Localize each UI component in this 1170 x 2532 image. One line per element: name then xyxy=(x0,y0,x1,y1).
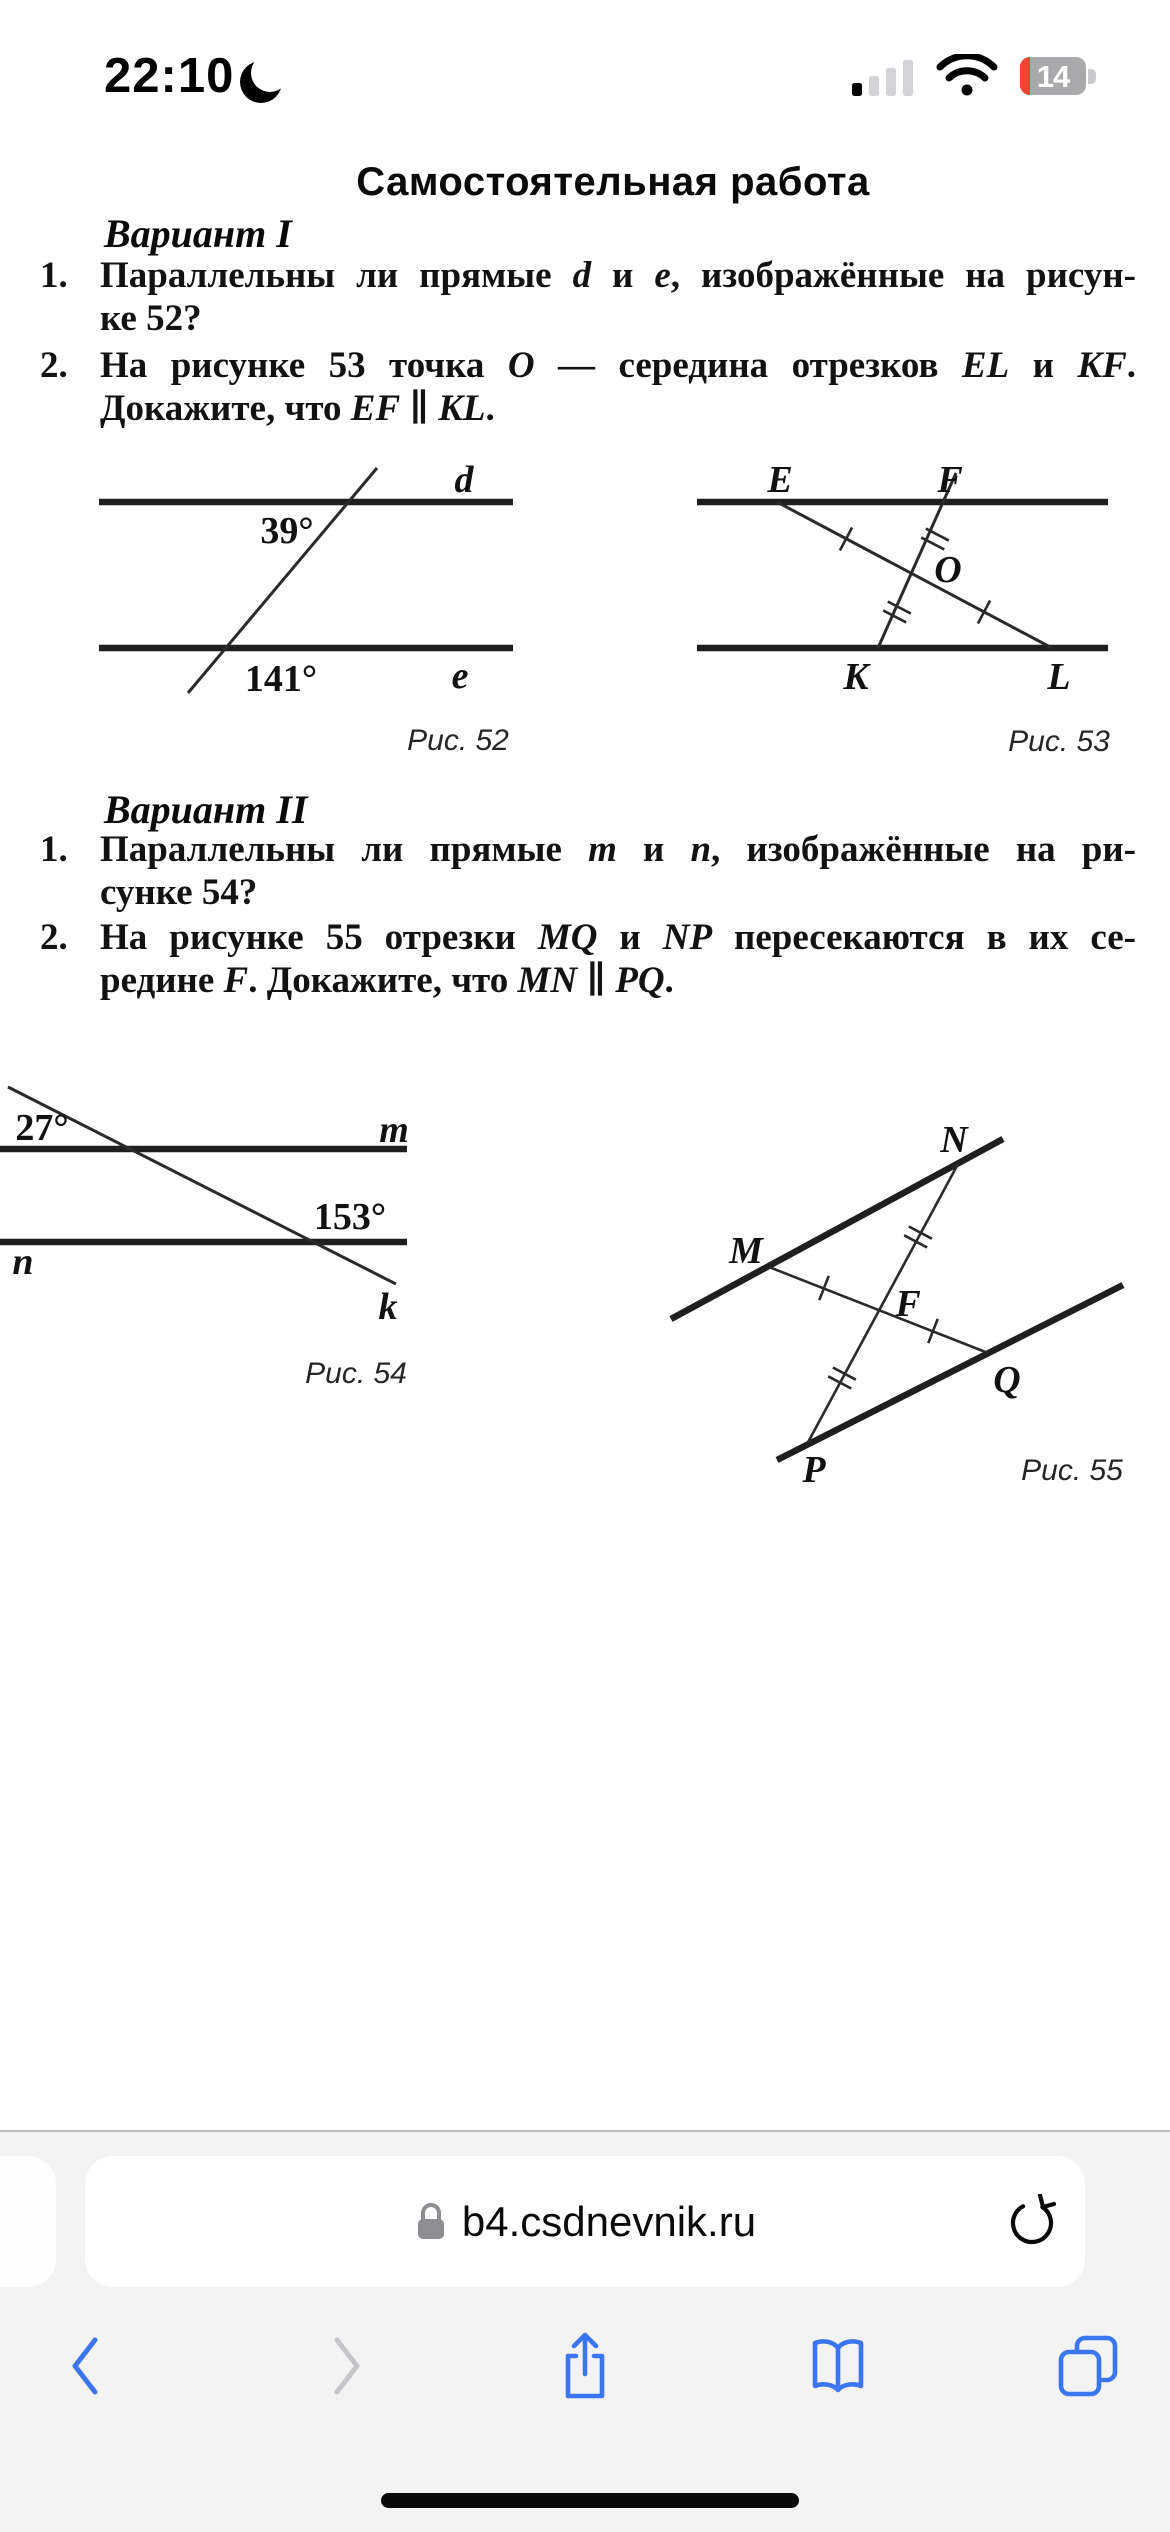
fig53-point-F: F xyxy=(937,459,963,501)
fig53-point-E: E xyxy=(767,459,793,501)
fig55-point-M: M xyxy=(729,1230,763,1272)
forward-icon[interactable] xyxy=(307,2328,383,2404)
figure-53 xyxy=(650,450,1170,770)
item-number: 2. xyxy=(40,917,68,958)
battery-nub xyxy=(1088,69,1096,84)
fig54-line-n-label: n xyxy=(12,1241,34,1283)
fig54-angle-27: 27° xyxy=(15,1107,69,1149)
page-title: Самостоятельная работа xyxy=(356,160,870,204)
back-icon[interactable] xyxy=(49,2328,125,2404)
fig54-line-k-label: k xyxy=(378,1286,398,1328)
item-line: Параллельны ли прямые m и n, изображённые на ри- xyxy=(100,829,1136,870)
fig52-line-d-label: d xyxy=(454,459,474,501)
fig53-point-O: O xyxy=(934,549,962,591)
url-text: b4.csdnevnik.ru xyxy=(461,2197,757,2245)
variant2-heading: Вариант II xyxy=(104,787,308,832)
bookmarks-icon[interactable] xyxy=(800,2328,876,2404)
fig55-caption: Рис. 55 xyxy=(1021,1454,1123,1487)
battery-icon xyxy=(1020,57,1086,95)
fig52-angle-39: 39° xyxy=(260,510,314,552)
fig52-caption: Рис. 52 xyxy=(407,724,509,757)
wifi-icon xyxy=(936,54,998,103)
item-number: 1. xyxy=(40,829,68,870)
fig53-point-K: K xyxy=(843,656,869,698)
variant1-heading: Вариант I xyxy=(104,211,292,256)
item-line: На рисунке 53 точка O — середина отрезков EL и KF. xyxy=(100,345,1136,386)
fig55-point-P: P xyxy=(802,1449,826,1491)
fig52-angle-141: 141° xyxy=(244,658,318,700)
tabs-icon[interactable] xyxy=(1049,2328,1125,2404)
fig55-point-F: F xyxy=(895,1283,921,1325)
battery-percent: 14 xyxy=(1036,59,1070,94)
home-indicator[interactable] xyxy=(381,2493,799,2508)
fig53-point-L: L xyxy=(1047,656,1071,698)
adjacent-tab-edge[interactable] xyxy=(0,2156,56,2287)
item-line: сунке 54? xyxy=(100,872,258,913)
fig55-point-Q: Q xyxy=(993,1359,1021,1401)
status-time: 22:10 xyxy=(104,49,235,103)
share-icon[interactable] xyxy=(547,2328,623,2404)
item-number: 2. xyxy=(40,345,68,386)
item-line: Параллельны ли прямые d и e, изображённые на рисун- xyxy=(100,255,1136,296)
moon-icon xyxy=(239,57,287,110)
item-line: ке 52? xyxy=(100,298,202,339)
fig55-point-N: N xyxy=(940,1119,968,1161)
figure-55 xyxy=(600,1080,1170,1510)
figure-54 xyxy=(0,1050,450,1400)
fig52-line-e-label: e xyxy=(451,655,469,697)
fig54-angle-153: 153° xyxy=(313,1196,387,1238)
url-bar[interactable] xyxy=(85,2156,1085,2287)
item-number: 1. xyxy=(40,255,68,296)
item-line: Докажите, что EF ∥ KL. xyxy=(100,388,495,429)
fig53-caption: Рис. 53 xyxy=(1008,725,1110,758)
item-line: На рисунке 55 отрезки MQ и NP пересекаются в их се- xyxy=(100,917,1136,958)
fig54-line-m-label: m xyxy=(379,1109,409,1151)
item-line: редине F. Докажите, что MN ∥ PQ. xyxy=(100,960,674,1001)
cellular-icon xyxy=(852,57,928,102)
figure-52 xyxy=(60,450,530,770)
reload-icon[interactable] xyxy=(1005,2194,1059,2248)
lock-icon xyxy=(414,2201,448,2243)
fig54-caption: Рис. 54 xyxy=(305,1357,407,1390)
